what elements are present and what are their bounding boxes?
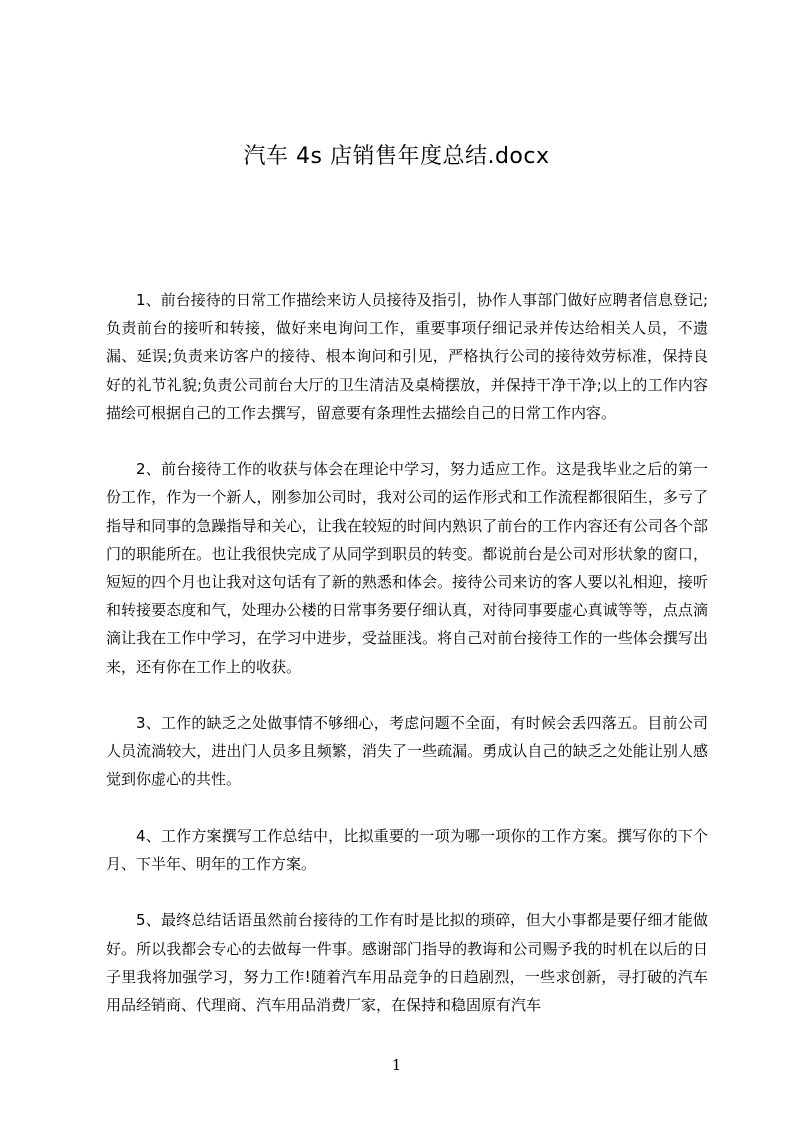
document-title: 汽车 4s 店销售年度总结.docx — [243, 144, 550, 169]
paragraph-2: 2、前台接待工作的收获与体会在理论中学习，努力适应工作。这是我毕业之后的第一份工作，作为一个新人，刚参加公司时，我对公司的运作形式和工作流程都很陌生，多亏了指导和同事的急躁指导和关心，让我在较短的时间内熟识了前台的工作内容还有公司各个部门的职能所在。也让我很快完成了从同学到职员的转变。都说前台是公司对形状象的窗口，短短的四个月也让我对这句话有了新的熟悉和体会。接待公司来访的客人要以礼相迎，接听和转接要态度和气，处理办公楼的日常事务要仔细认真，对待同事要虚心真诚等等，点点滴滴让我在工作中学习，在学习中进步，受益匪浅。将自己对前台接待工作的一些体会撰写出来，还有你在工作上的收获。 — [106, 460, 708, 676]
paragraph-5: 5、最终总结话语虽然前台接待的工作有时是比拟的琐碎，但大小事都是要仔细才能做好。所以我都会专心的去做每一件事。感谢部门指导的教诲和公司赐予我的时机在以后的日子里我将加强学习，努力工作!随着汽车用品竞争的日趋剧烈，一些求创新，寻打破的汽车用品经销商、代理商、汽车用品消费厂家，在保持和稳固原有汽车 — [106, 911, 708, 1015]
page-number: 1 — [391, 1056, 402, 1074]
paragraph-4: 4、工作方案撰写工作总结中，比拟重要的一项为哪一项你的工作方案。撰写你的下个月、下半年、明年的工作方案。 — [106, 826, 708, 874]
document-body — [106, 286, 708, 1019]
paragraph-1: 1、前台接待的日常工作描绘来访人员接待及指引，协作人事部门做好应聘者信息登记;负责前台的接听和转接，做好来电询问工作，重要事项仔细记录并传达给相关人员，不遗漏、延误;负责来访客户的接待、根本询问和引见，严格执行公司的接待效劳标准，保持良好的礼节礼貌;负责公司前台大厅的卫生清洁及桌椅摆放，并保持干净干净;以上的工作内容描绘可根据自己的工作去撰写，留意要有条理性去描绘自己的日常工作内容。 — [106, 291, 708, 422]
paragraph-3: 3、工作的缺乏之处做事情不够细心，考虑问题不全面，有时候会丢四落五。目前公司人员流淌较大，进出门人员多且频繁，消失了一些疏漏。勇成认自己的缺乏之处能让别人感觉到你虚心的共性。 — [106, 714, 708, 789]
